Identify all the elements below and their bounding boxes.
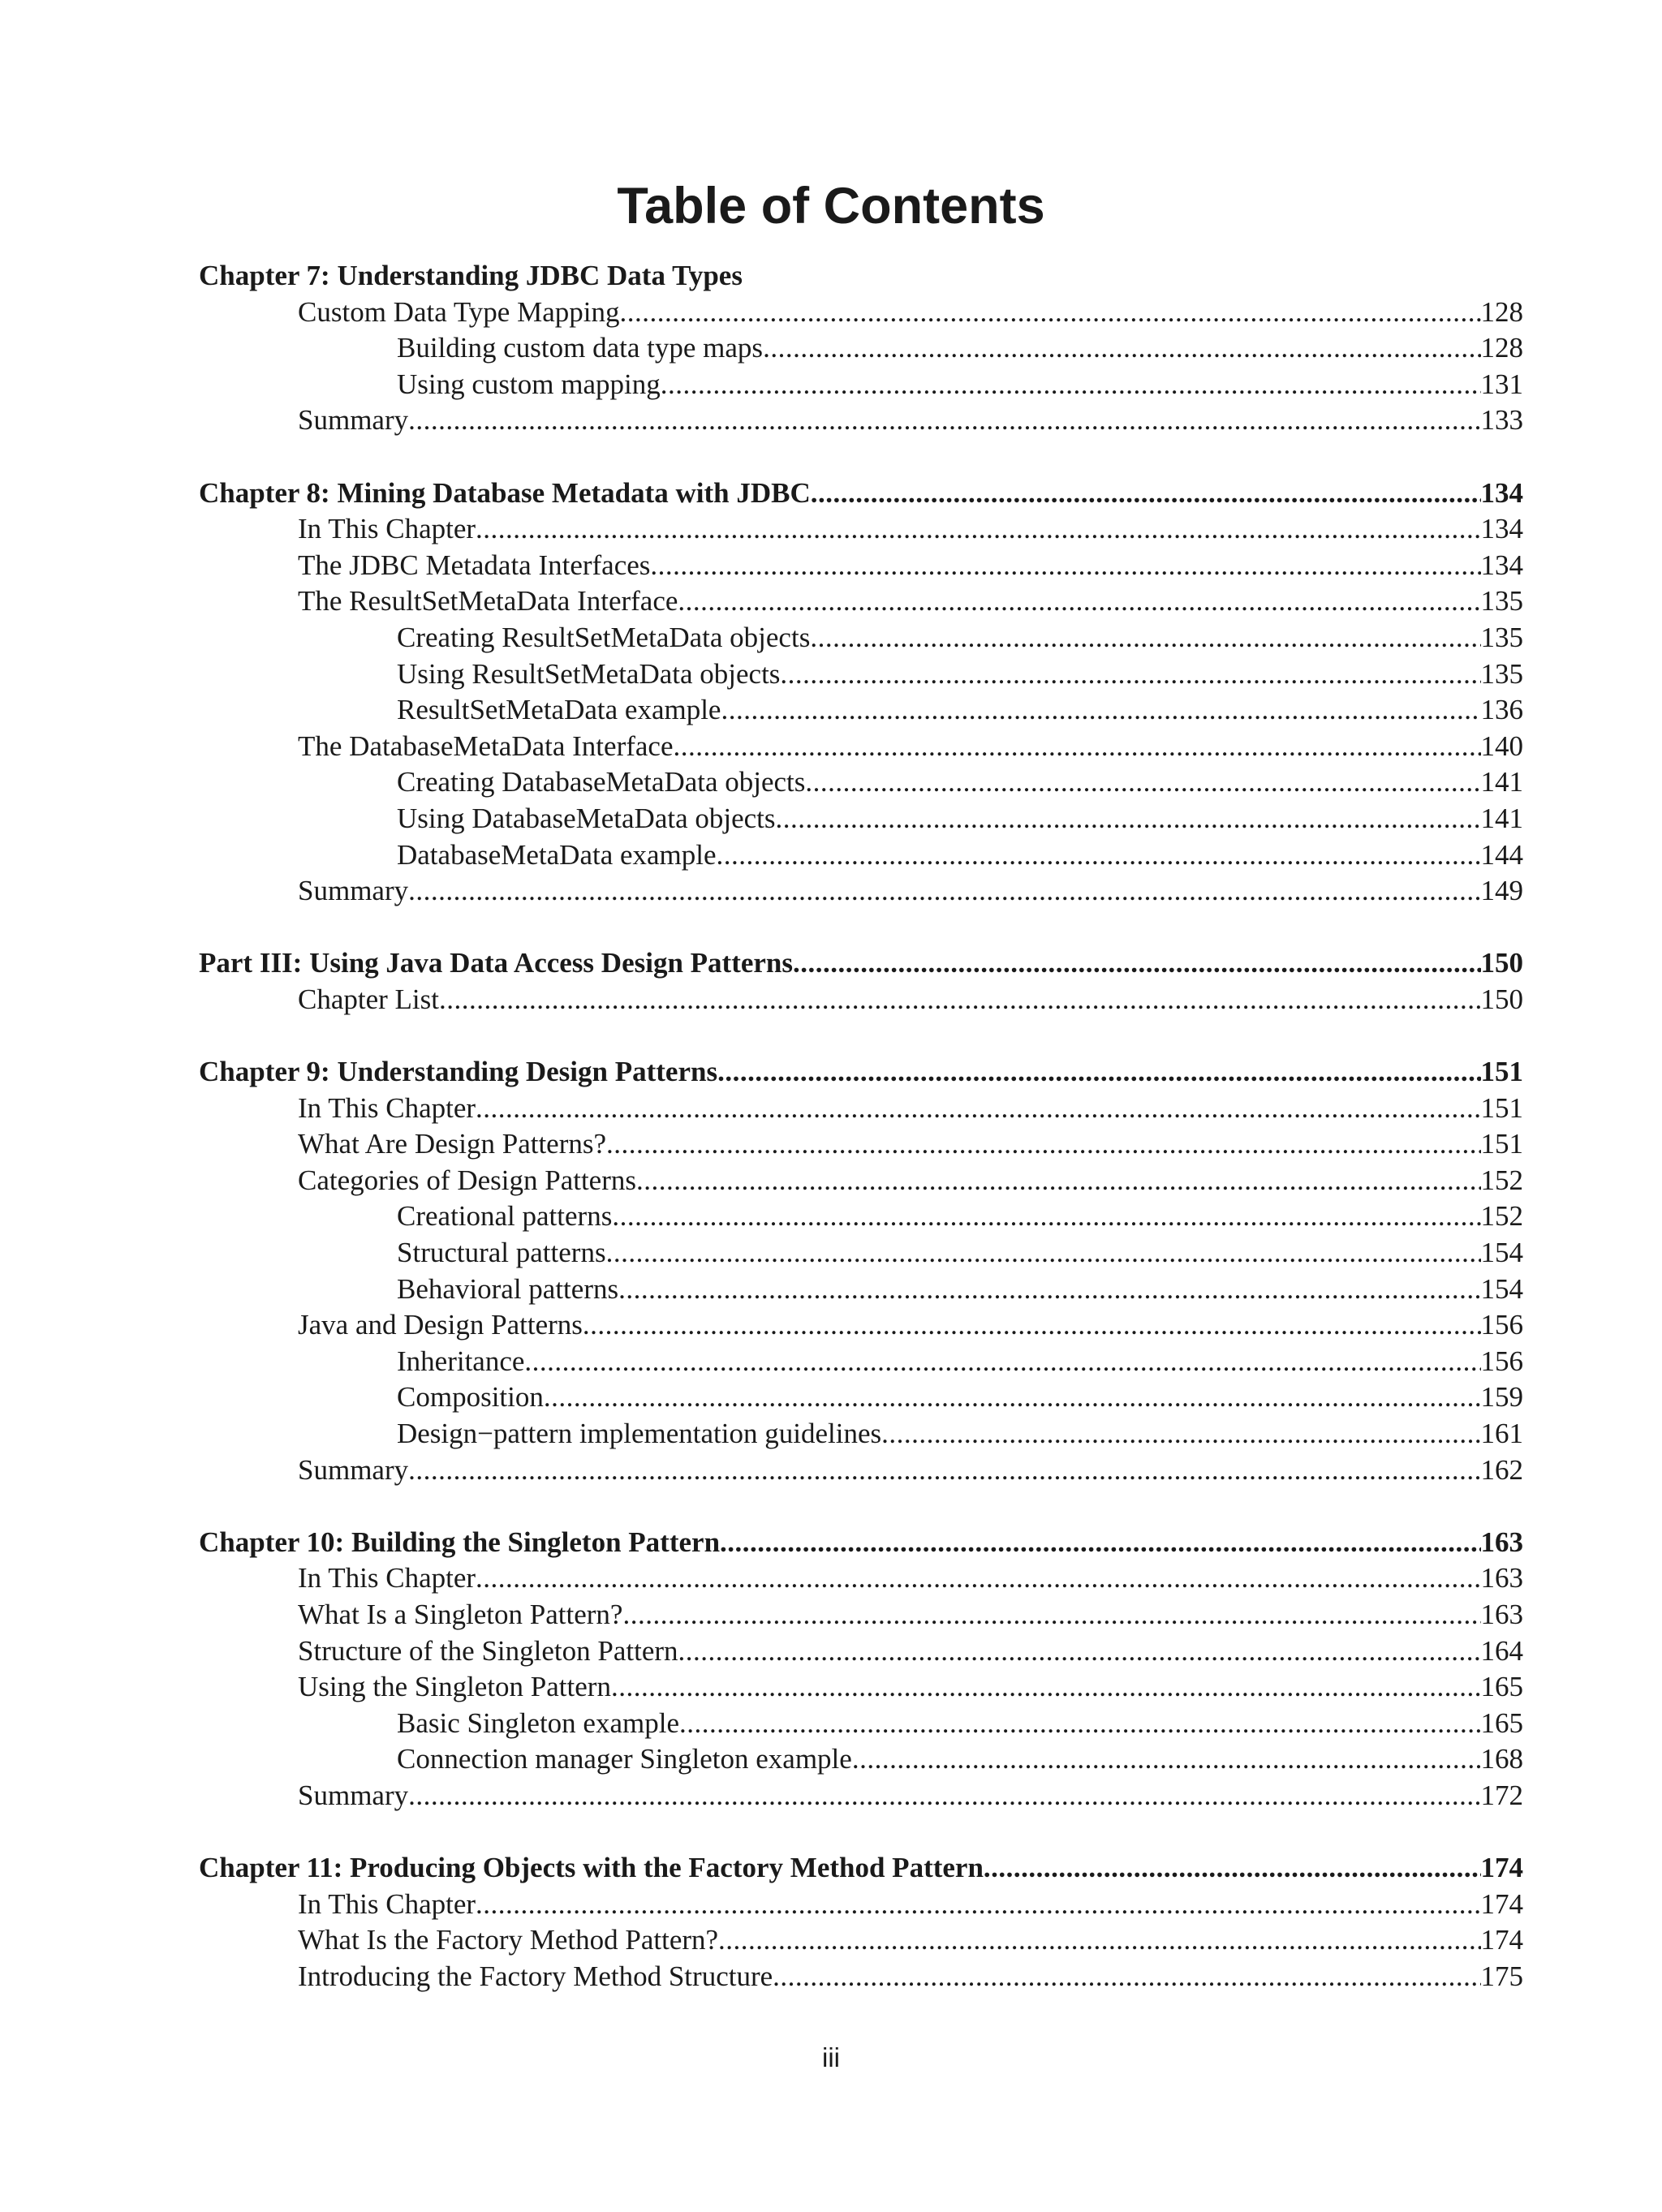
dot-leader <box>773 1959 1480 1995</box>
toc-page-number: 149 <box>1480 875 1523 907</box>
toc-chapter-entry[interactable] <box>199 476 1523 512</box>
toc-chapter-title: Chapter 9: Understanding Design Patterns <box>199 1056 718 1088</box>
toc-page-number: 128 <box>1480 295 1523 328</box>
toc-page-number: 163 <box>1480 1526 1523 1558</box>
toc-entry-title: In This Chapter <box>298 1887 476 1920</box>
dot-leader <box>776 801 1481 837</box>
toc-section-entry[interactable] <box>199 548 1523 584</box>
toc-page-number: 151 <box>1480 1056 1523 1088</box>
dot-leader <box>852 1741 1481 1778</box>
toc-subsection-entry[interactable] <box>199 837 1523 874</box>
dot-leader <box>408 402 1480 439</box>
toc-entry-title: The ResultSetMetaData Interface <box>298 585 678 618</box>
toc-page-number: 140 <box>1480 729 1523 762</box>
toc-subsection-entry[interactable] <box>199 1741 1523 1778</box>
toc-page-number: 135 <box>1480 585 1523 618</box>
toc-entry-title: What Is the Factory Method Pattern? <box>298 1924 719 1956</box>
toc-chapter-entry[interactable] <box>199 945 1523 982</box>
toc-page-number: 131 <box>1480 368 1523 400</box>
dot-leader <box>476 1887 1480 1923</box>
dot-leader <box>780 656 1480 693</box>
toc-section-entry[interactable] <box>199 295 1523 331</box>
dot-leader <box>763 330 1480 367</box>
toc-page-number: 136 <box>1480 694 1523 726</box>
toc-entry-title: Creating ResultSetMetaData objects <box>397 621 811 653</box>
section-spacer <box>199 1814 1523 1851</box>
section-spacer <box>199 1018 1523 1054</box>
toc-entry-title: Design−pattern implementation guidelines <box>397 1418 882 1449</box>
toc-section-entry[interactable] <box>199 1163 1523 1199</box>
section-spacer <box>199 1488 1523 1525</box>
toc-section-entry[interactable] <box>199 1633 1523 1670</box>
toc-page-number: 156 <box>1480 1309 1523 1341</box>
dot-leader <box>679 1706 1481 1742</box>
toc-page-number: 134 <box>1480 513 1523 545</box>
toc-page-number: 162 <box>1480 1453 1523 1486</box>
dot-leader <box>678 583 1480 620</box>
toc-entry-title: Creational patterns <box>397 1200 613 1233</box>
toc-section-entry[interactable] <box>199 729 1523 765</box>
dot-leader <box>718 1922 1480 1959</box>
toc-entry-title: Categories of Design Patterns <box>298 1164 636 1196</box>
toc-page-number: 161 <box>1480 1418 1523 1449</box>
toc-page-number: 168 <box>1480 1743 1523 1775</box>
toc-page-number: 174 <box>1480 1924 1523 1956</box>
toc-entry-title: Structure of the Singleton Pattern <box>298 1634 678 1667</box>
toc-section-entry[interactable] <box>199 1669 1523 1706</box>
dot-leader <box>636 1163 1481 1199</box>
toc-page-number: 152 <box>1480 1164 1523 1196</box>
toc-entry-title: Using the Singleton Pattern <box>298 1671 611 1703</box>
dot-leader <box>650 548 1480 584</box>
dot-leader <box>439 982 1481 1018</box>
toc-section-entry[interactable] <box>199 583 1523 620</box>
toc-section-entry[interactable] <box>199 1922 1523 1959</box>
toc-entry-title: Summary <box>298 404 409 437</box>
toc-entry-title: Summary <box>298 1779 409 1811</box>
dot-leader <box>678 1633 1481 1670</box>
toc-subsection-entry[interactable] <box>199 1199 1523 1235</box>
toc-subsection-entry[interactable] <box>199 801 1523 837</box>
toc-page-number: 164 <box>1480 1634 1523 1667</box>
toc-entry-title: Using ResultSetMetaData objects <box>397 657 781 690</box>
dot-leader <box>619 295 1480 331</box>
toc-entry-title: Inheritance <box>397 1345 525 1377</box>
dot-leader <box>721 692 1480 729</box>
toc-section-entry[interactable] <box>199 402 1523 439</box>
toc-entry-title: What Is a Singleton Pattern? <box>298 1598 623 1630</box>
dot-leader <box>408 1778 1480 1814</box>
toc-page-number: 165 <box>1480 1671 1523 1703</box>
toc-page-number: 151 <box>1480 1091 1523 1124</box>
dot-leader <box>811 476 1481 512</box>
toc-section-entry[interactable] <box>199 1452 1523 1489</box>
toc-chapter-title: Part III: Using Java Data Access Design Patterns <box>199 947 794 979</box>
dot-leader <box>674 729 1481 765</box>
toc-page-number: 159 <box>1480 1381 1523 1414</box>
page-title: Table of Contents <box>617 178 1045 235</box>
toc-entry-title: Introducing the Factory Method Structure <box>298 1960 773 1992</box>
toc-entry-title: What Are Design Patterns? <box>298 1128 607 1160</box>
dot-leader <box>408 1452 1480 1489</box>
toc-subsection-entry[interactable] <box>199 1344 1523 1380</box>
toc-page-number: 133 <box>1480 404 1523 437</box>
toc-entry-title: The JDBC Metadata Interfaces <box>298 549 651 581</box>
dot-leader <box>984 1850 1481 1887</box>
page-number: iii <box>822 2042 840 2072</box>
dot-leader <box>611 1669 1481 1706</box>
toc-page-number: 134 <box>1480 549 1523 581</box>
toc-page-number: 144 <box>1480 838 1523 871</box>
dot-leader <box>717 1054 1480 1091</box>
toc-entry-title: The DatabaseMetaData Interface <box>298 729 674 762</box>
toc-entry-title: In This Chapter <box>298 1562 476 1594</box>
toc-entry-title: Using DatabaseMetaData objects <box>397 802 776 834</box>
dot-leader <box>793 945 1480 982</box>
toc-page-number: 151 <box>1480 1128 1523 1160</box>
toc-chapter-title: Chapter 11: Producing Objects with the Factory Method Pattern <box>199 1852 984 1884</box>
toc-page-number: 163 <box>1480 1598 1523 1630</box>
dot-leader <box>881 1416 1480 1452</box>
toc-chapter-entry[interactable] <box>199 1054 1523 1091</box>
dot-leader <box>524 1344 1480 1380</box>
toc-page-number: 150 <box>1480 983 1523 1015</box>
toc-section-entry[interactable] <box>199 511 1523 548</box>
toc-subsection-entry[interactable] <box>199 656 1523 693</box>
toc-entry-title: Creating DatabaseMetaData objects <box>397 766 806 798</box>
dot-leader <box>618 1272 1480 1308</box>
toc-entry-title: In This Chapter <box>298 1091 476 1124</box>
dot-leader <box>476 1091 1480 1127</box>
toc-section-entry[interactable] <box>199 1959 1523 1995</box>
dot-leader <box>661 367 1481 403</box>
toc-page-number: 135 <box>1480 657 1523 690</box>
toc-page-number: 154 <box>1480 1237 1523 1269</box>
toc-subsection-entry[interactable] <box>199 1272 1523 1308</box>
toc-entry-title: Summary <box>298 1453 409 1486</box>
toc-subsection-entry[interactable] <box>199 620 1523 656</box>
toc-page-number: 152 <box>1480 1200 1523 1233</box>
toc-page-number: 174 <box>1480 1852 1523 1884</box>
toc-entry-title: DatabaseMetaData example <box>397 838 717 871</box>
toc-section-entry[interactable] <box>199 982 1523 1018</box>
toc-chapter-entry[interactable] <box>199 1525 1523 1561</box>
toc-page-number: 154 <box>1480 1272 1523 1305</box>
toc-chapter-entry[interactable] <box>199 1850 1523 1887</box>
toc-section-entry[interactable] <box>199 873 1523 910</box>
toc-page-number: 165 <box>1480 1706 1523 1739</box>
toc-page-number: 175 <box>1480 1960 1523 1992</box>
toc-subsection-entry[interactable] <box>199 367 1523 403</box>
dot-leader <box>622 1597 1480 1633</box>
toc-entry-title: Connection manager Singleton example <box>397 1743 852 1775</box>
toc-section-entry[interactable] <box>199 1126 1523 1163</box>
toc-page-number: 134 <box>1480 476 1523 509</box>
toc-page-number: 128 <box>1480 332 1523 364</box>
toc-chapter-title: Chapter 8: Mining Database Metadata with JDBC <box>199 476 811 509</box>
dot-leader <box>612 1199 1480 1235</box>
toc-entry-title: ResultSetMetaData example <box>397 694 721 726</box>
toc-subsection-entry[interactable] <box>199 1706 1523 1742</box>
toc-page-number: 135 <box>1480 621 1523 653</box>
toc-chapter-title: Chapter 7: Understanding JDBC Data Types <box>199 260 743 291</box>
toc-page-number: 163 <box>1480 1562 1523 1594</box>
dot-leader <box>583 1307 1481 1344</box>
toc-page-number: 141 <box>1480 802 1523 834</box>
toc-subsection-entry[interactable] <box>199 764 1523 801</box>
toc-chapter-title: Chapter 10: Building the Singleton Pattern <box>199 1526 721 1558</box>
toc-section-entry[interactable] <box>199 1560 1523 1597</box>
section-spacer <box>199 910 1523 946</box>
toc-entry-title: Structural patterns <box>397 1237 606 1269</box>
toc-section-entry[interactable] <box>199 1091 1523 1127</box>
toc-subsection-entry[interactable] <box>199 1379 1523 1416</box>
dot-leader <box>408 873 1480 910</box>
dot-leader <box>544 1379 1481 1416</box>
toc-subsection-entry[interactable] <box>199 330 1523 367</box>
toc-section-entry[interactable] <box>199 1597 1523 1633</box>
toc-entry-title: Behavioral patterns <box>397 1272 619 1305</box>
toc-entry-title: Building custom data type maps <box>397 332 764 364</box>
toc-entry-title: Chapter List <box>298 983 439 1015</box>
toc-page-number: 150 <box>1480 947 1523 979</box>
dot-leader <box>805 764 1480 801</box>
toc-entry-title: Basic Singleton example <box>397 1706 679 1739</box>
toc-entry-title: Java and Design Patterns <box>298 1309 583 1341</box>
dot-leader <box>717 837 1481 874</box>
toc-entry-title: In This Chapter <box>298 513 476 545</box>
toc-page-number: 172 <box>1480 1779 1523 1811</box>
toc-entry-title: Summary <box>298 875 409 907</box>
table-of-contents <box>199 258 1523 1995</box>
section-spacer <box>199 439 1523 476</box>
toc-page-number: 156 <box>1480 1345 1523 1377</box>
dot-leader <box>476 511 1480 548</box>
dot-leader <box>810 620 1480 656</box>
toc-chapter-entry[interactable] <box>199 258 1523 295</box>
toc-section-entry[interactable] <box>199 1778 1523 1814</box>
toc-entry-title: Custom Data Type Mapping <box>298 295 620 328</box>
dot-leader <box>606 1126 1480 1163</box>
toc-subsection-entry[interactable] <box>199 1416 1523 1452</box>
dot-leader <box>476 1560 1480 1597</box>
toc-entry-title: Composition <box>397 1381 544 1414</box>
toc-page-number: 141 <box>1480 766 1523 798</box>
toc-section-entry[interactable] <box>199 1887 1523 1923</box>
toc-page-number: 174 <box>1480 1887 1523 1920</box>
toc-entry-title: Using custom mapping <box>397 368 661 400</box>
toc-section-entry[interactable] <box>199 1307 1523 1344</box>
toc-subsection-entry[interactable] <box>199 1235 1523 1272</box>
dot-leader <box>606 1235 1481 1272</box>
dot-leader <box>720 1525 1480 1561</box>
toc-subsection-entry[interactable] <box>199 692 1523 729</box>
